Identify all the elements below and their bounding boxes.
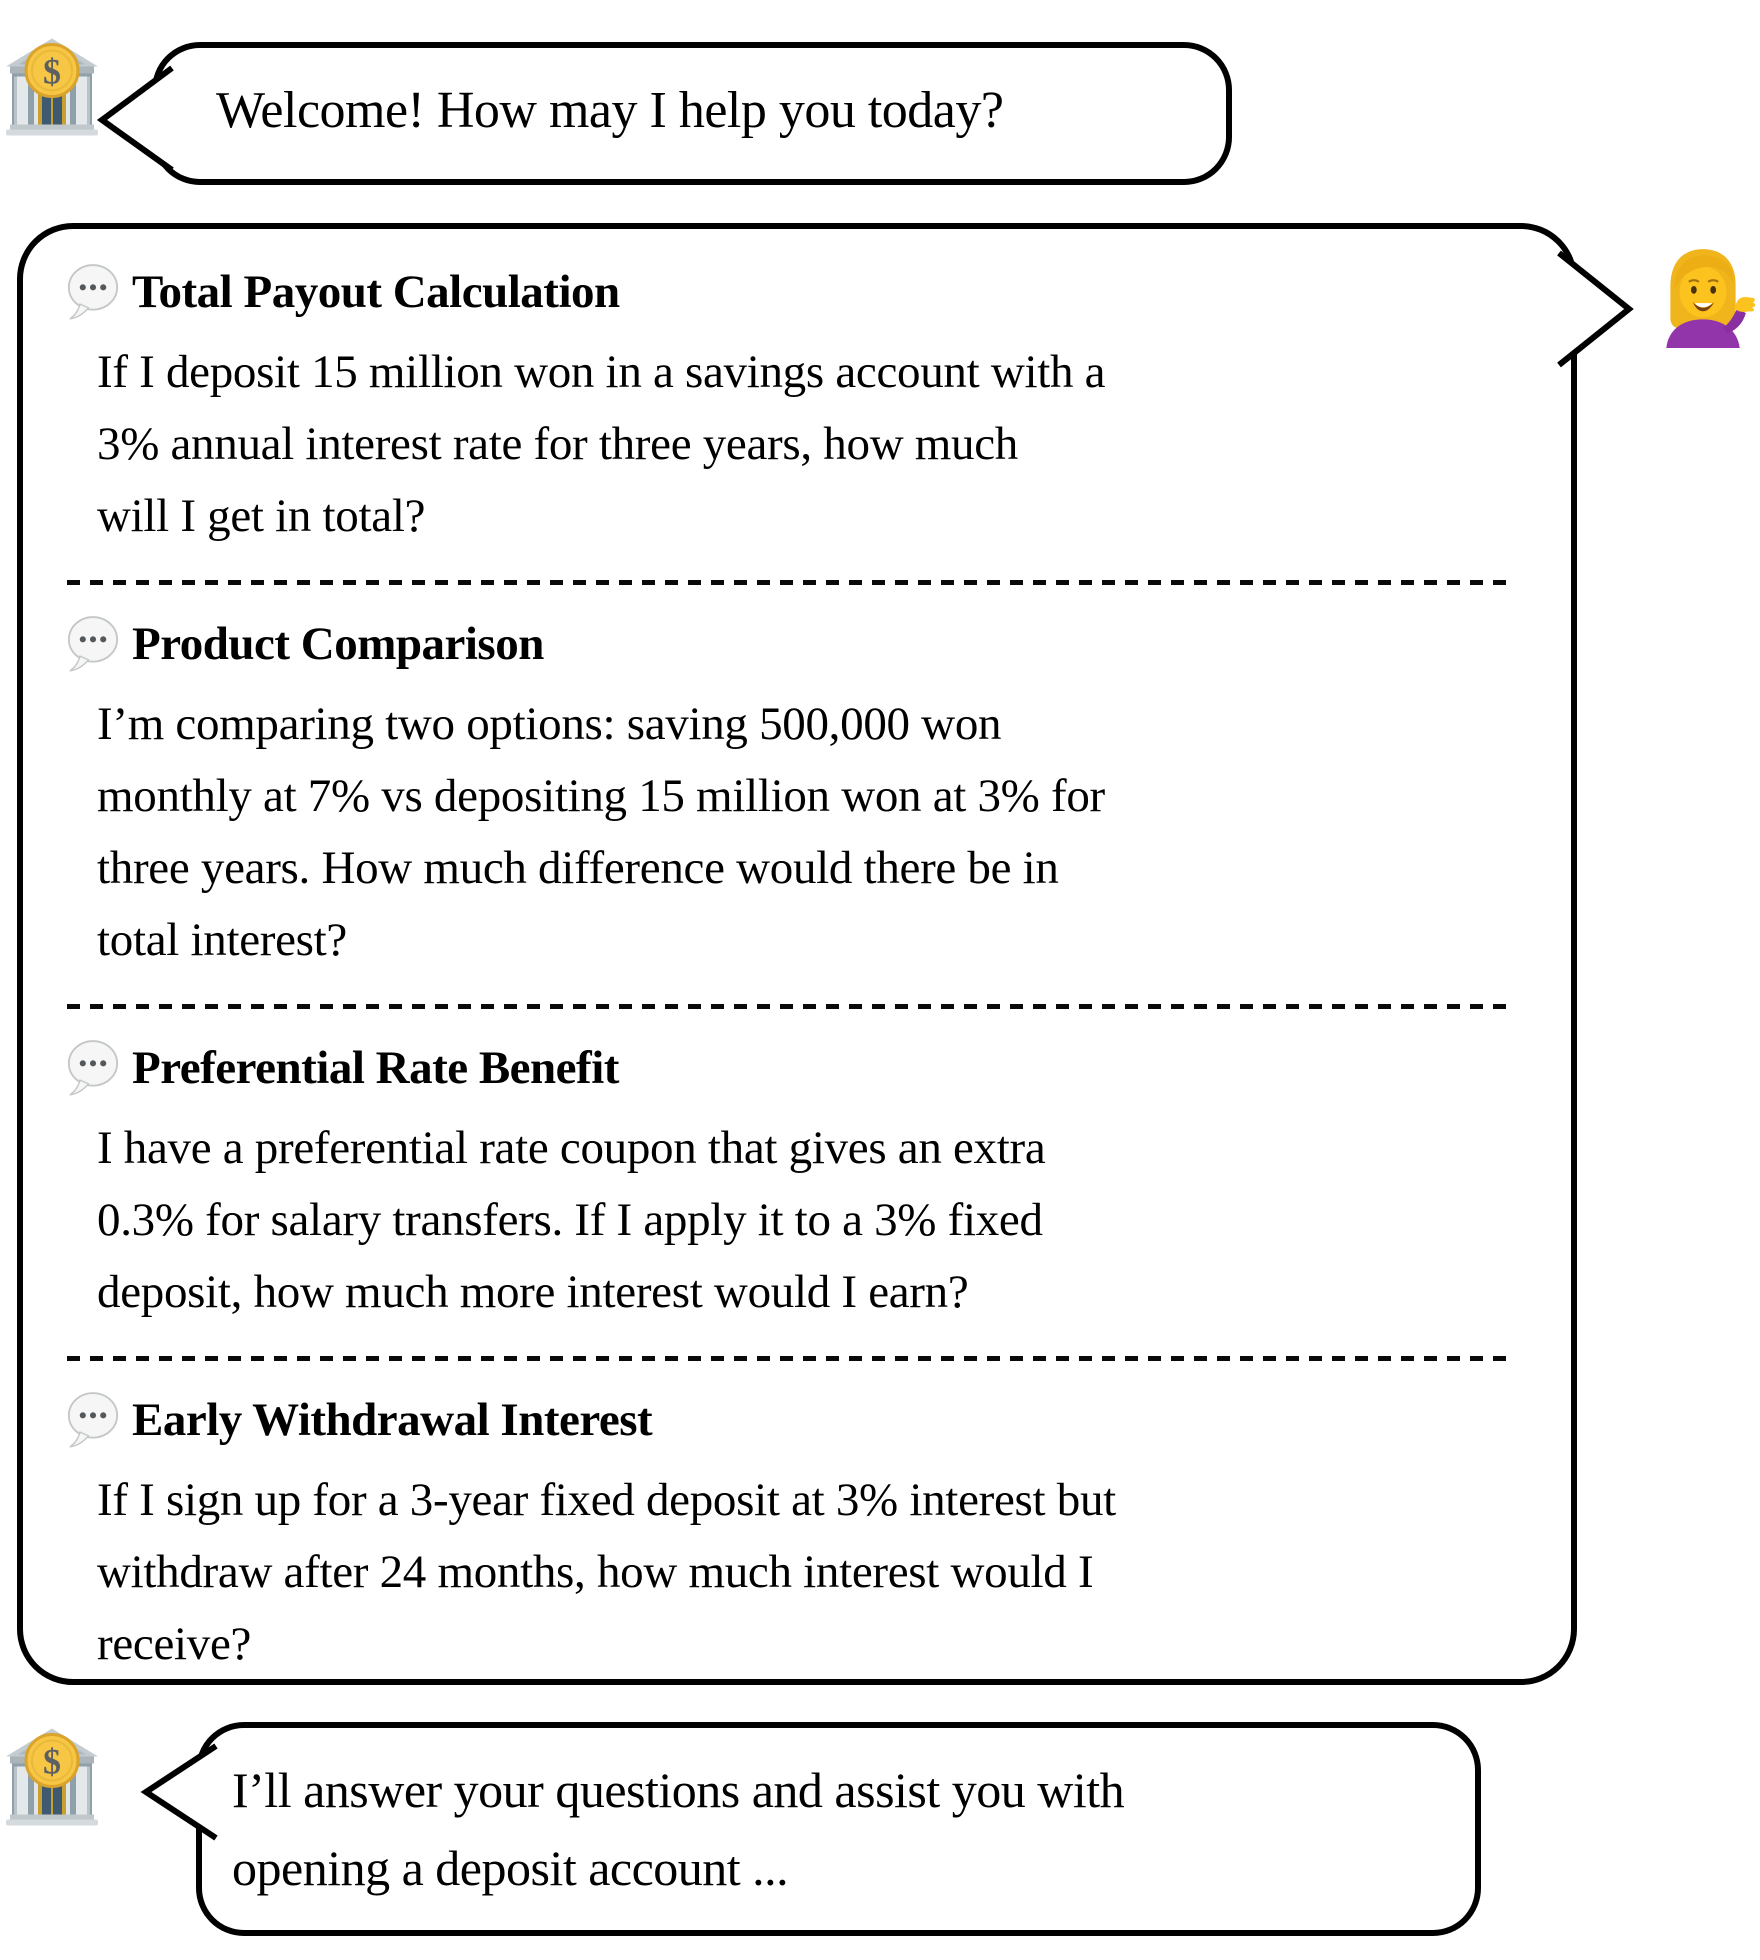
bank-greeting-bubble — [152, 42, 1232, 185]
section-title: Preferential Rate Benefit — [132, 1042, 619, 1094]
bubble-tail-left — [94, 64, 174, 174]
question-section — [67, 263, 1515, 552]
question-section — [67, 1391, 1515, 1680]
section-header — [67, 1391, 1515, 1449]
svg-text:$: $ — [43, 1741, 61, 1782]
bubble-tail-left — [138, 1742, 218, 1842]
dashed-separator — [67, 1356, 1511, 1361]
speech-balloon-icon — [67, 1039, 119, 1097]
bank-icon — [4, 36, 100, 137]
woman-tipping-hand-icon — [1650, 246, 1756, 348]
section-header — [67, 1039, 1515, 1097]
question-section — [67, 1039, 1515, 1328]
question-section — [67, 615, 1515, 976]
section-header — [67, 615, 1515, 673]
bank-icon — [4, 1726, 100, 1827]
bubble-tail-right — [1557, 249, 1637, 369]
user-questions-bubble — [17, 223, 1577, 1685]
bank-reply-text: I’ll answer your questions and assist you with opening a deposit account ... — [232, 1762, 1125, 1896]
section-title: Early Withdrawal Interest — [132, 1394, 653, 1446]
section-header — [67, 263, 1515, 321]
section-body-text: If I sign up for a 3-year fixed deposit at 3% interest but withdraw after 24 months, how much interest would I receive? — [97, 1474, 1116, 1670]
section-title: Total Payout Calculation — [132, 266, 620, 318]
dashed-separator — [67, 1004, 1511, 1009]
speech-balloon-icon — [67, 1391, 119, 1449]
dashed-separator — [67, 580, 1511, 585]
section-title: Product Comparison — [132, 618, 544, 670]
section-body-text: If I deposit 15 million won in a savings account with a 3% annual interest rate for three years, how much will I get in total? — [97, 346, 1106, 542]
speech-balloon-icon — [67, 615, 119, 673]
section-body-text: I have a preferential rate coupon that gives an extra 0.3% for salary transfers. If I apply it to a 3% fixed deposit, how much more interest would I earn? — [97, 1122, 1046, 1318]
bank-greeting-text: Welcome! How may I help you today? — [216, 82, 1004, 139]
speech-balloon-icon — [67, 263, 119, 321]
bank-reply-bubble — [196, 1722, 1481, 1936]
svg-text:$: $ — [43, 51, 61, 92]
section-body-text: I’m comparing two options: saving 500,000 won monthly at 7% vs depositing 15 million won at 3% for three years. How much difference would there be in total interest? — [97, 698, 1105, 966]
